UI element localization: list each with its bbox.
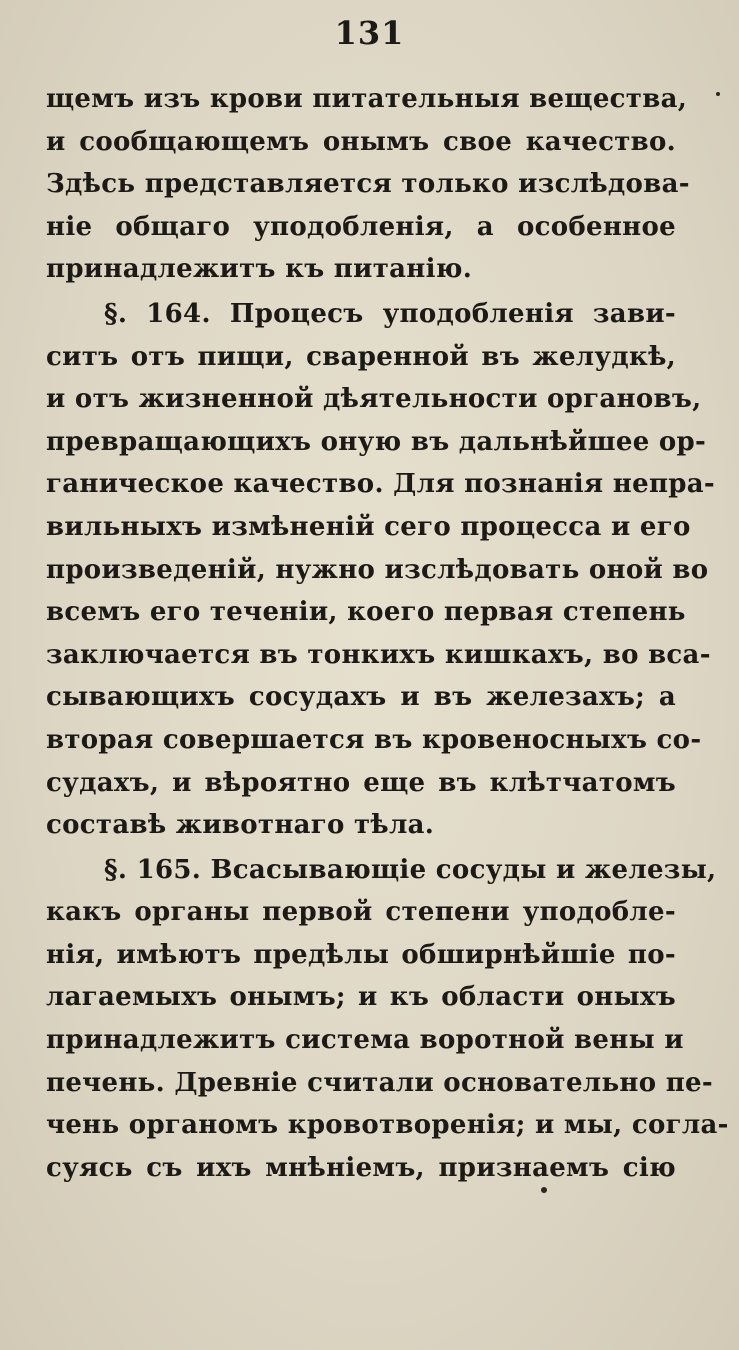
text-line: Здѣсь представляется только изслѣдова- — [46, 169, 690, 200]
text-line: превращающихъ оную въ дальнѣйшее ор- — [46, 426, 707, 457]
text-line: печень. Древніе считали основательно пе- — [46, 1067, 713, 1098]
text-line: нія, имѣютъ предѣлы обширнѣйшіе по- — [46, 939, 676, 970]
text-line: и отъ жизненной дѣятельности органовъ, — [46, 384, 702, 415]
text-line: суясь съ ихъ мнѣніемъ, признаемъ сію — [46, 1152, 676, 1183]
text-line: §. 165. Всасывающіе сосуды и железы, — [104, 854, 717, 885]
text-line: какъ органы первой степени уподобле- — [46, 897, 676, 928]
text-line: ніе общаго уподобленія, а особенное — [46, 211, 676, 242]
text-line: принадлежитъ къ питанію. — [46, 254, 473, 285]
text-line: заключается въ тонкихъ кишкахъ, во вса- — [46, 639, 711, 670]
text-line: вторая совершается въ кровеносныхъ со- — [46, 724, 702, 755]
text-line: ганическое качество. Для познанія непра- — [46, 469, 715, 500]
text-line: судахъ, и вѣроятно еще въ клѣтчатомъ — [46, 767, 676, 798]
text-line: принадлежитъ система воротной вены и — [46, 1025, 684, 1056]
text-line: ситъ отъ пищи, сваренной въ желудкѣ, — [46, 341, 676, 372]
text-line: произведеній, нужно изслѣдовать оной во — [46, 554, 709, 585]
text-line: §. 164. Процесъ уподобленія зави- — [104, 298, 676, 329]
text-line: и сообщающемъ онымъ свое качество. — [46, 126, 676, 157]
text-line: лагаемыхъ онымъ; и къ области оныхъ — [46, 982, 676, 1013]
ink-speck — [716, 92, 720, 96]
ink-speck — [541, 1187, 547, 1193]
text-line: составѣ животнаго тѣла. — [46, 810, 435, 841]
text-line: сывающихъ сосудахъ и въ железахъ; а — [46, 682, 676, 713]
text-line: всемъ его теченіи, коего первая степень — [46, 597, 686, 628]
text-line: вильныхъ измѣненій сего процесса и его — [46, 511, 691, 542]
page-number: 131 — [334, 14, 405, 52]
text-line: чень органомъ кровотворенія; и мы, согла- — [46, 1110, 729, 1141]
text-line: щемъ изъ крови питательныя вещества, — [46, 84, 688, 114]
body-text — [46, 78, 729, 1189]
